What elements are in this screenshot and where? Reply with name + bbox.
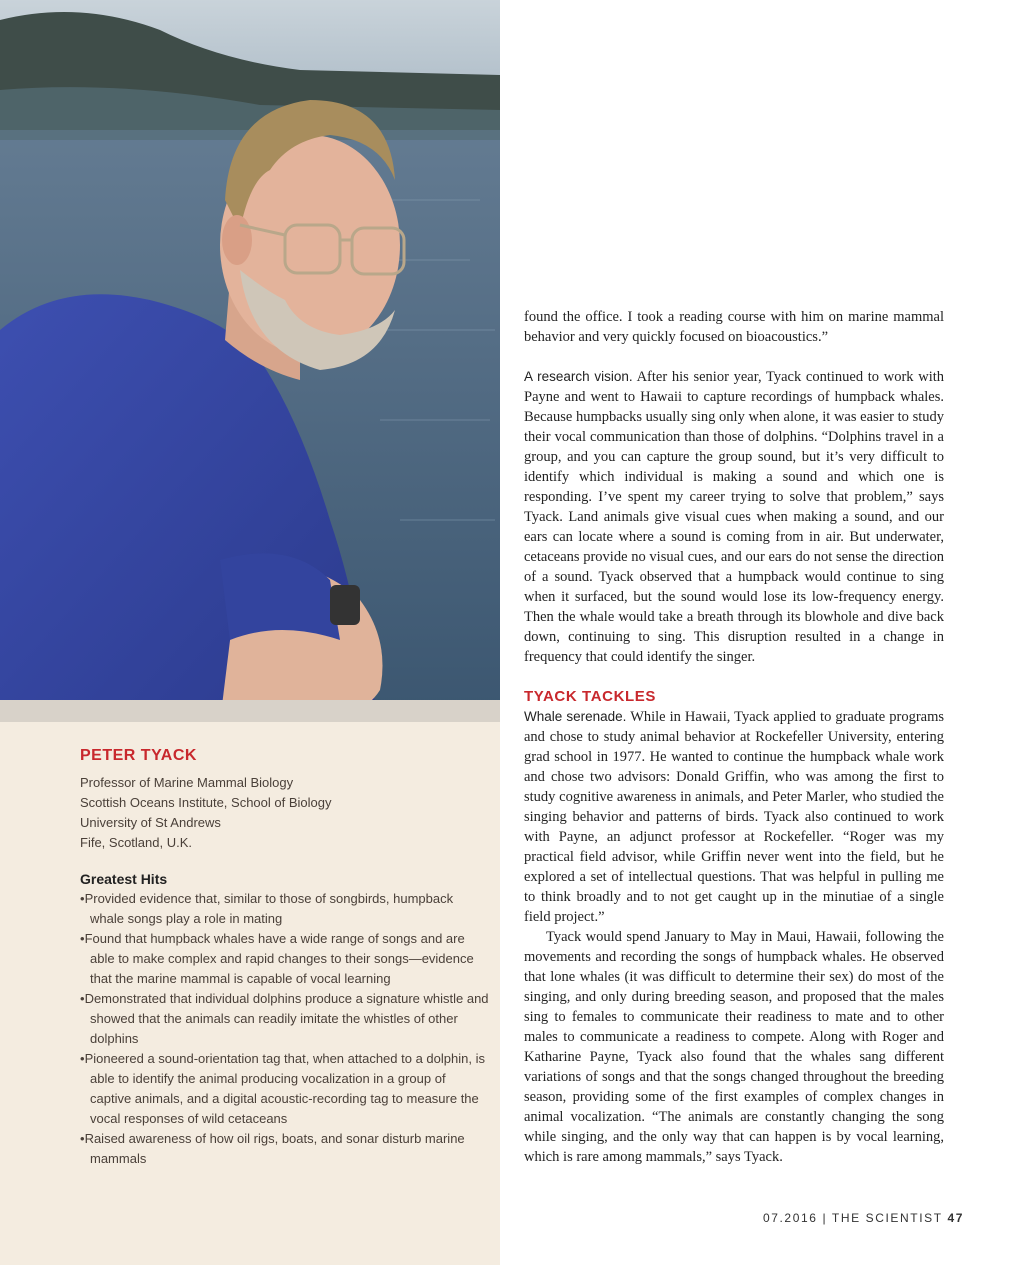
- profile-box: [80, 745, 490, 1169]
- page-number: 47: [947, 1211, 964, 1225]
- issue-label: 07.2016 | THE SCIENTIST: [762, 1211, 943, 1225]
- list-item: • Found that humpback whales have a wide range of songs and are able to make complex and rapid changes to their songs—evidence that the marine mammal is capable of vocal learning: [80, 929, 490, 989]
- article-paragraph: Tyack would spend January to May in Maui, Hawaii, following the movements and recording the songs of humpback whales. He observed that lone whales (it was difficult to determine their sex) do most of the singing, and only during breeding season, and proposed that the males sing to females to communicate their readiness to mate and to other males to communicate a readiness to compete. Along with Roger and Katharine Payne, Tyack also found that the whales sang different variations of songs and that the songs changed throughout the breeding season, providing some of the first examples of complex changes in animal vocalization. “The animals are constantly changing the song while singing, and the only way that can happen is by vocal learning, which is rare among mammals,” says Tyack.: [524, 929, 944, 1165]
- list-item: • Pioneered a sound-orientation tag that, when attached to a dolphin, is able to identify the animal producing vocalization in a group of captive animals, and a digital acoustic-recording tag to measure the vocal responses of wild cetaceans: [80, 1049, 490, 1129]
- list-item: • Raised awareness of how oil rigs, boats, and sonar disturb marine mammals: [80, 1129, 490, 1169]
- paragraph-lead-in: Whale serenade.: [524, 709, 627, 724]
- portrait-photo: [0, 0, 500, 722]
- profile-title: Professor of Marine Mammal Biology: [80, 775, 294, 790]
- article-paragraph: found the office. I took a reading course with him on marine mammal behavior and very quickly focused on bioacoustics.”: [524, 309, 944, 345]
- profile-name: PETER TYACK: [80, 747, 197, 764]
- list-item: • Provided evidence that, similar to those of songbirds, humpback whale songs play a role in mating: [80, 889, 490, 929]
- greatest-hits-list: [80, 889, 490, 1169]
- article-paragraph: [524, 707, 944, 927]
- article-column: [524, 307, 944, 1167]
- portrait-illustration: [0, 0, 500, 722]
- profile-university: University of St Andrews: [80, 815, 221, 830]
- article-paragraph: [524, 367, 944, 667]
- paragraph-body: While in Hawaii, Tyack applied to graduate programs and chose to study animal behavior at Rockefeller University, entering grad school in 1977. He wanted to continue the humpback whale work and chose two advisors: Donald Griffin, who was among the first to study cognitive awareness in animals, and Peter Marler, who studied the singing behavior and patterns of birds. Tyack also continued to work with Payne, an adjunct professor at Rockefeller. “Roger was my practical field advisor, while Griffin never went into the field, but he explored a set of intellectual questions. That was helpful in pulling me to think broadly and to not get caught up in the minutiae of a single field project.”: [524, 709, 944, 925]
- profile-institute: Scottish Oceans Institute, School of Biology: [80, 795, 332, 810]
- greatest-hits-title: Greatest Hits: [80, 871, 168, 887]
- list-item: • Demonstrated that individual dolphins produce a signature whistle and showed that the animals can readily imitate the whistles of other dolphins: [80, 989, 490, 1049]
- paragraph-lead-in: A research vision.: [524, 369, 633, 384]
- page-footer: [763, 1211, 964, 1225]
- profile-location: Fife, Scotland, U.K.: [80, 835, 192, 850]
- section-heading: TYACK TACKLES: [524, 688, 656, 705]
- paragraph-body: After his senior year, Tyack continued to work with Payne and went to Hawaii to capture recordings of humpback whales. Because humpbacks usually sing only when alone, it was easier to study their vocal communication than those of dolphins. “Dolphins travel in a group, and you can capture the group sound, but it’s very difficult to identify which individual is making a sound and which one is responding. I’ve spent my career trying to solve that problem,” says Tyack. Land animals give visual cues when making a sound, and our ears can locate where a sound is coming from in air. But underwater, cetaceans provide no visual cues, and our ears do not sense the direction of a sound. Tyack observed that a humpback would continue to sing when it surfaced, but the sound would lose its low-frequency energy. Then the whale would take a breath through its blowhole and dive back down, continuing to sing. This disruption resulted in a change in frequency that could identify the singer.: [524, 369, 944, 665]
